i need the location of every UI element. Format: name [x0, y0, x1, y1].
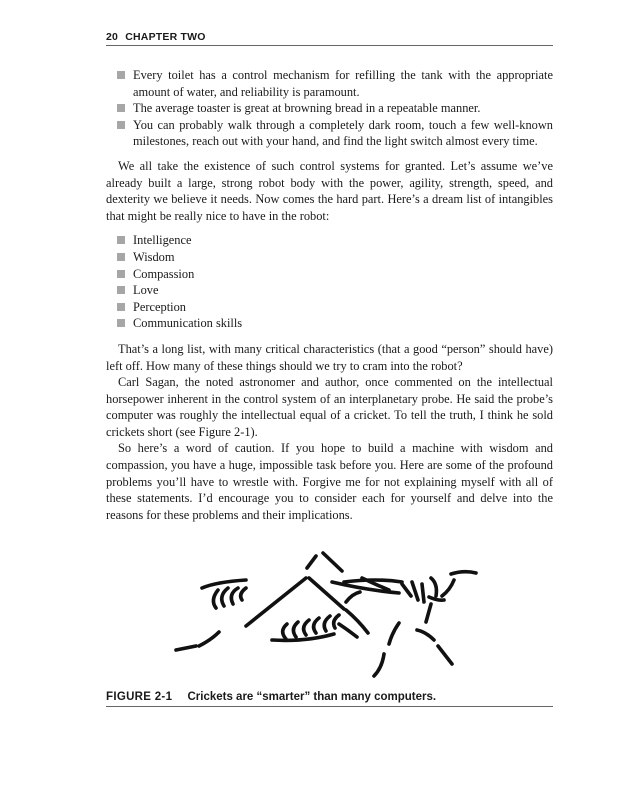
bullet-square-icon: [117, 303, 125, 311]
list-item: Perception: [106, 299, 553, 316]
running-header: [106, 31, 553, 46]
control-examples-list: [106, 67, 553, 150]
paragraph: That’s a long list, with many critical characteristics (that a good “person” should have) left off. How many of these things should we try to cram into the robot?: [106, 341, 553, 373]
figure-caption: [106, 691, 553, 707]
paragraph: We all take the existence of such control systems for granted. Let’s assume we’ve already built a large, strong robot body with the power, agility, strength, speed, and dexterity we believe it needs. Now comes the hard part. Here’s a dream list of intangibles that might be really nice to have in the robot:: [106, 158, 553, 223]
bullet-square-icon: [117, 121, 125, 129]
list-item: Wisdom: [106, 249, 553, 266]
list-item: The average toaster is great at browning bread in a repeatable manner.: [106, 100, 553, 117]
list-item: Compassion: [106, 266, 553, 283]
bullet-square-icon: [117, 104, 125, 112]
bullet-square-icon: [117, 270, 125, 278]
bullet-square-icon: [117, 319, 125, 327]
bullet-square-icon: [117, 236, 125, 244]
paragraph: So here’s a word of caution. If you hope to build a machine with wisdom and compassion, you have a huge, impossible task before you. Here are some of the profound problems you’ll have to wrestle with. Forgive me for not explaining myself with all of these statements. I’d encourage you to consider each for yourself and delve into the reasons for these problems and their implications.: [106, 441, 553, 522]
list-item: Love: [106, 282, 553, 299]
cricket-drawing: [106, 538, 553, 688]
figure-2-1: [106, 538, 553, 688]
figure-caption-text: Crickets are “smarter” than many computers.: [187, 691, 437, 703]
figure-label: FIGURE 2-1: [106, 691, 173, 703]
list-item: You can probably walk through a completely dark room, touch a few well-known milestones, reach out with your hand, and find the light switch almost every time.: [106, 117, 553, 150]
page-number: 20: [106, 31, 119, 43]
bullet-square-icon: [117, 286, 125, 294]
paragraph: Carl Sagan, the noted astronomer and author, once commented on the intellectual horsepower inherent in the control system of an interplanetary probe. He said the probe’s computer was roughly the intellectual equal of a cricket. To tell the truth, I think he sold crickets short (see Figure 2-1).: [106, 375, 553, 439]
intangibles-list: [106, 232, 553, 332]
list-item: Every toilet has a control mechanism for refilling the tank with the appropriate amount of water, and reliability is paramount.: [106, 67, 553, 100]
list-item: Intelligence: [106, 232, 553, 249]
bullet-square-icon: [117, 71, 125, 79]
bullet-square-icon: [117, 253, 125, 261]
chapter-title: CHAPTER TWO: [125, 31, 206, 43]
body-text: [106, 67, 553, 523]
list-item: Communication skills: [106, 315, 553, 332]
